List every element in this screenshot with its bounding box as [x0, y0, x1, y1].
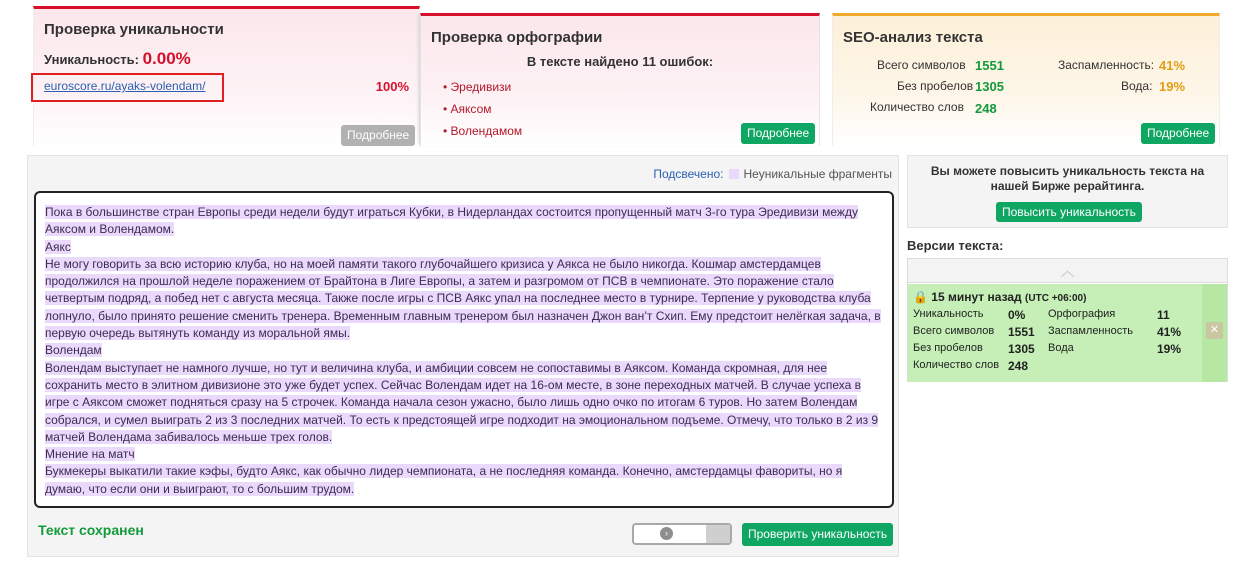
text-paragraph	[45, 239, 883, 256]
spelling-card	[420, 13, 820, 146]
source-link[interactable]: euroscore.ru/ayaks-volendam/	[44, 79, 206, 93]
spelling-summary: В тексте найдено 11 ошибок:	[526, 54, 714, 69]
highlight-swatch	[729, 169, 739, 179]
highlighted-fragment: Аякс	[45, 239, 71, 254]
text-paragraph	[45, 463, 883, 498]
version-chars: 1551	[1008, 325, 1035, 339]
rewrite-promo	[907, 155, 1228, 228]
text-paragraph	[45, 446, 883, 463]
seo-title: SEO-анализ текста	[843, 29, 983, 46]
uniqueness-title: Проверка уникальности	[44, 21, 224, 38]
seo-spam: 41%	[1159, 58, 1186, 73]
text-paragraph	[45, 360, 883, 446]
version-nospace-label: Без пробелов	[913, 342, 983, 354]
seo-water: 19%	[1159, 79, 1186, 94]
spelling-error-item[interactable]: • Эредивизи	[443, 80, 522, 102]
highlighted-fragment: Волендам	[45, 343, 102, 358]
lock-icon: 🔒	[913, 290, 928, 304]
version-spell: 11	[1157, 308, 1170, 322]
saved-status: Текст сохранен	[38, 522, 144, 538]
versions-list	[907, 258, 1228, 382]
source-percent: 100%	[375, 79, 409, 94]
check-uniqueness-button[interactable]: Проверить уникальность	[742, 523, 893, 546]
version-item[interactable]	[908, 284, 1227, 382]
version-header	[913, 290, 1086, 304]
uniqueness-card	[33, 6, 420, 146]
version-uniq-label: Уникальность	[913, 308, 984, 320]
highlighted-fragment: Волендам выступает не намного лучше, но тут и величина клуба, и амбиции совсем не сопоставимы в Аяксом. Команда скромная, для нее сохранить место в элитном дивизионе это уже будет успех. Сейчас Волендам идет на 16-ом месте, в зоне переходных матчей. В случае успеха в игре с Аяксом сможет подняться сразу на 5 строчек. Команда начала сезон ужасно, было лишь одно очко по итогам 6 туров. Но затем Волендам собрался, и сумел выиграть 2 из 3 последних матчей. То есть к предстоящей игре подходит на эмоциональном подъеме. Отмечу, что только в 2 из 9 матчей Волендама забивалось меньше трех голов.	[45, 360, 879, 444]
seo-words: 248	[975, 101, 997, 116]
version-words-label: Количество слов	[913, 359, 1000, 371]
version-chars-label: Всего символов	[913, 325, 995, 337]
increase-uniqueness-button[interactable]: Повысить уникальность	[996, 202, 1142, 222]
versions-title: Версии текста:	[907, 238, 1004, 253]
version-uniq: 0%	[1008, 308, 1026, 322]
toggle-knob-icon[interactable]: ›	[660, 527, 673, 540]
version-water-label: Вода	[1048, 342, 1074, 354]
uniqueness-value: 0.00%	[142, 49, 191, 68]
mode-toggle[interactable]	[632, 523, 732, 545]
seo-total-chars: 1551	[975, 58, 1004, 73]
seo-details-button[interactable]: Подробнее	[1141, 123, 1215, 144]
highlight-legend	[653, 167, 892, 181]
seo-words-label: Количество слов	[870, 100, 964, 114]
chevron-up-icon[interactable]: ︿	[908, 259, 1227, 283]
text-paragraph	[45, 342, 883, 359]
uniqueness-details-button[interactable]: Подробнее	[341, 125, 415, 146]
version-time: 15 минут назад	[931, 290, 1022, 304]
close-icon[interactable]: ✕	[1206, 322, 1223, 339]
seo-spam-label: Заспамленность:	[1058, 58, 1155, 72]
seo-no-spaces: 1305	[975, 79, 1004, 94]
version-water: 19%	[1157, 342, 1182, 356]
text-paragraph	[45, 204, 883, 239]
promo-text: Вы можете повысить уникальность текста на нашей Бирже рерайтинга.	[930, 164, 1205, 193]
text-editor[interactable]	[34, 191, 894, 508]
highlighted-fragment: Не могу говорить за всю историю клуба, но на моей памяти такого глубочайшего кризиса у Аякса не было никогда. Кошмар амстердамцев продолжился на прошлой неделе поражением от Брайтона в Лиге Европы, а затем и разгромом от ПСВ в чемпионате. Это поражение стало четвертым подряд, а побед нет с августа месяца. Также после игры с ПСВ Аякс упал на последнее место в турнире. Терпение у руководства клуба лопнуло, было принято решение сменить тренера. Временным главным тренером был назначен Джон ван’т Схип. Ему предстоит нелёгкая задача, в первую очередь вытянуть команду из моральной ямы.	[45, 256, 881, 341]
version-spell-label: Орфография	[1048, 308, 1116, 320]
editor-panel	[27, 155, 899, 557]
version-spam-label: Заспамленность	[1048, 325, 1133, 337]
seo-no-spaces-label: Без пробелов	[897, 79, 974, 93]
version-words: 248	[1008, 359, 1029, 373]
highlight-legend-text: Неуникальные фрагменты	[743, 167, 892, 181]
highlighted-fragment: Мнение на матч	[45, 447, 135, 462]
spelling-error-item[interactable]: • Аяксом	[443, 102, 522, 124]
highlighted-fragment: Букмекеры выкатили такие кэфы, будто Аякс, как обычно лидер чемпионата, а не последняя команда. Конечно, амстердамцы фавориты, но я думаю, что если они и выиграют, то с большим трудом.	[45, 464, 843, 496]
seo-total-chars-label: Всего символов	[877, 58, 966, 72]
version-nospace: 1305	[1008, 342, 1035, 356]
uniqueness-label: Уникальность:	[44, 52, 143, 67]
spelling-error-list	[443, 80, 522, 146]
uniqueness-line	[44, 49, 191, 69]
spelling-title: Проверка орфографии	[431, 29, 603, 46]
text-paragraph	[45, 256, 883, 342]
seo-water-label: Вода:	[1121, 79, 1153, 93]
version-spam: 41%	[1157, 325, 1182, 339]
spelling-error-item[interactable]: • Волендамом	[443, 124, 522, 146]
highlight-label: Подсвечено:	[653, 167, 724, 181]
version-timezone: (UTC +06:00)	[1025, 293, 1087, 304]
spelling-details-button[interactable]: Подробнее	[741, 123, 815, 144]
toggle-track	[706, 525, 730, 543]
highlighted-fragment: Пока в большинстве стран Европы среди недели будут играться Кубки, в Нидерландах состоится пропущенный матч 3-го тура Эредивизи между Аяксом и Волендамом.	[45, 205, 858, 237]
seo-card	[832, 13, 1220, 146]
